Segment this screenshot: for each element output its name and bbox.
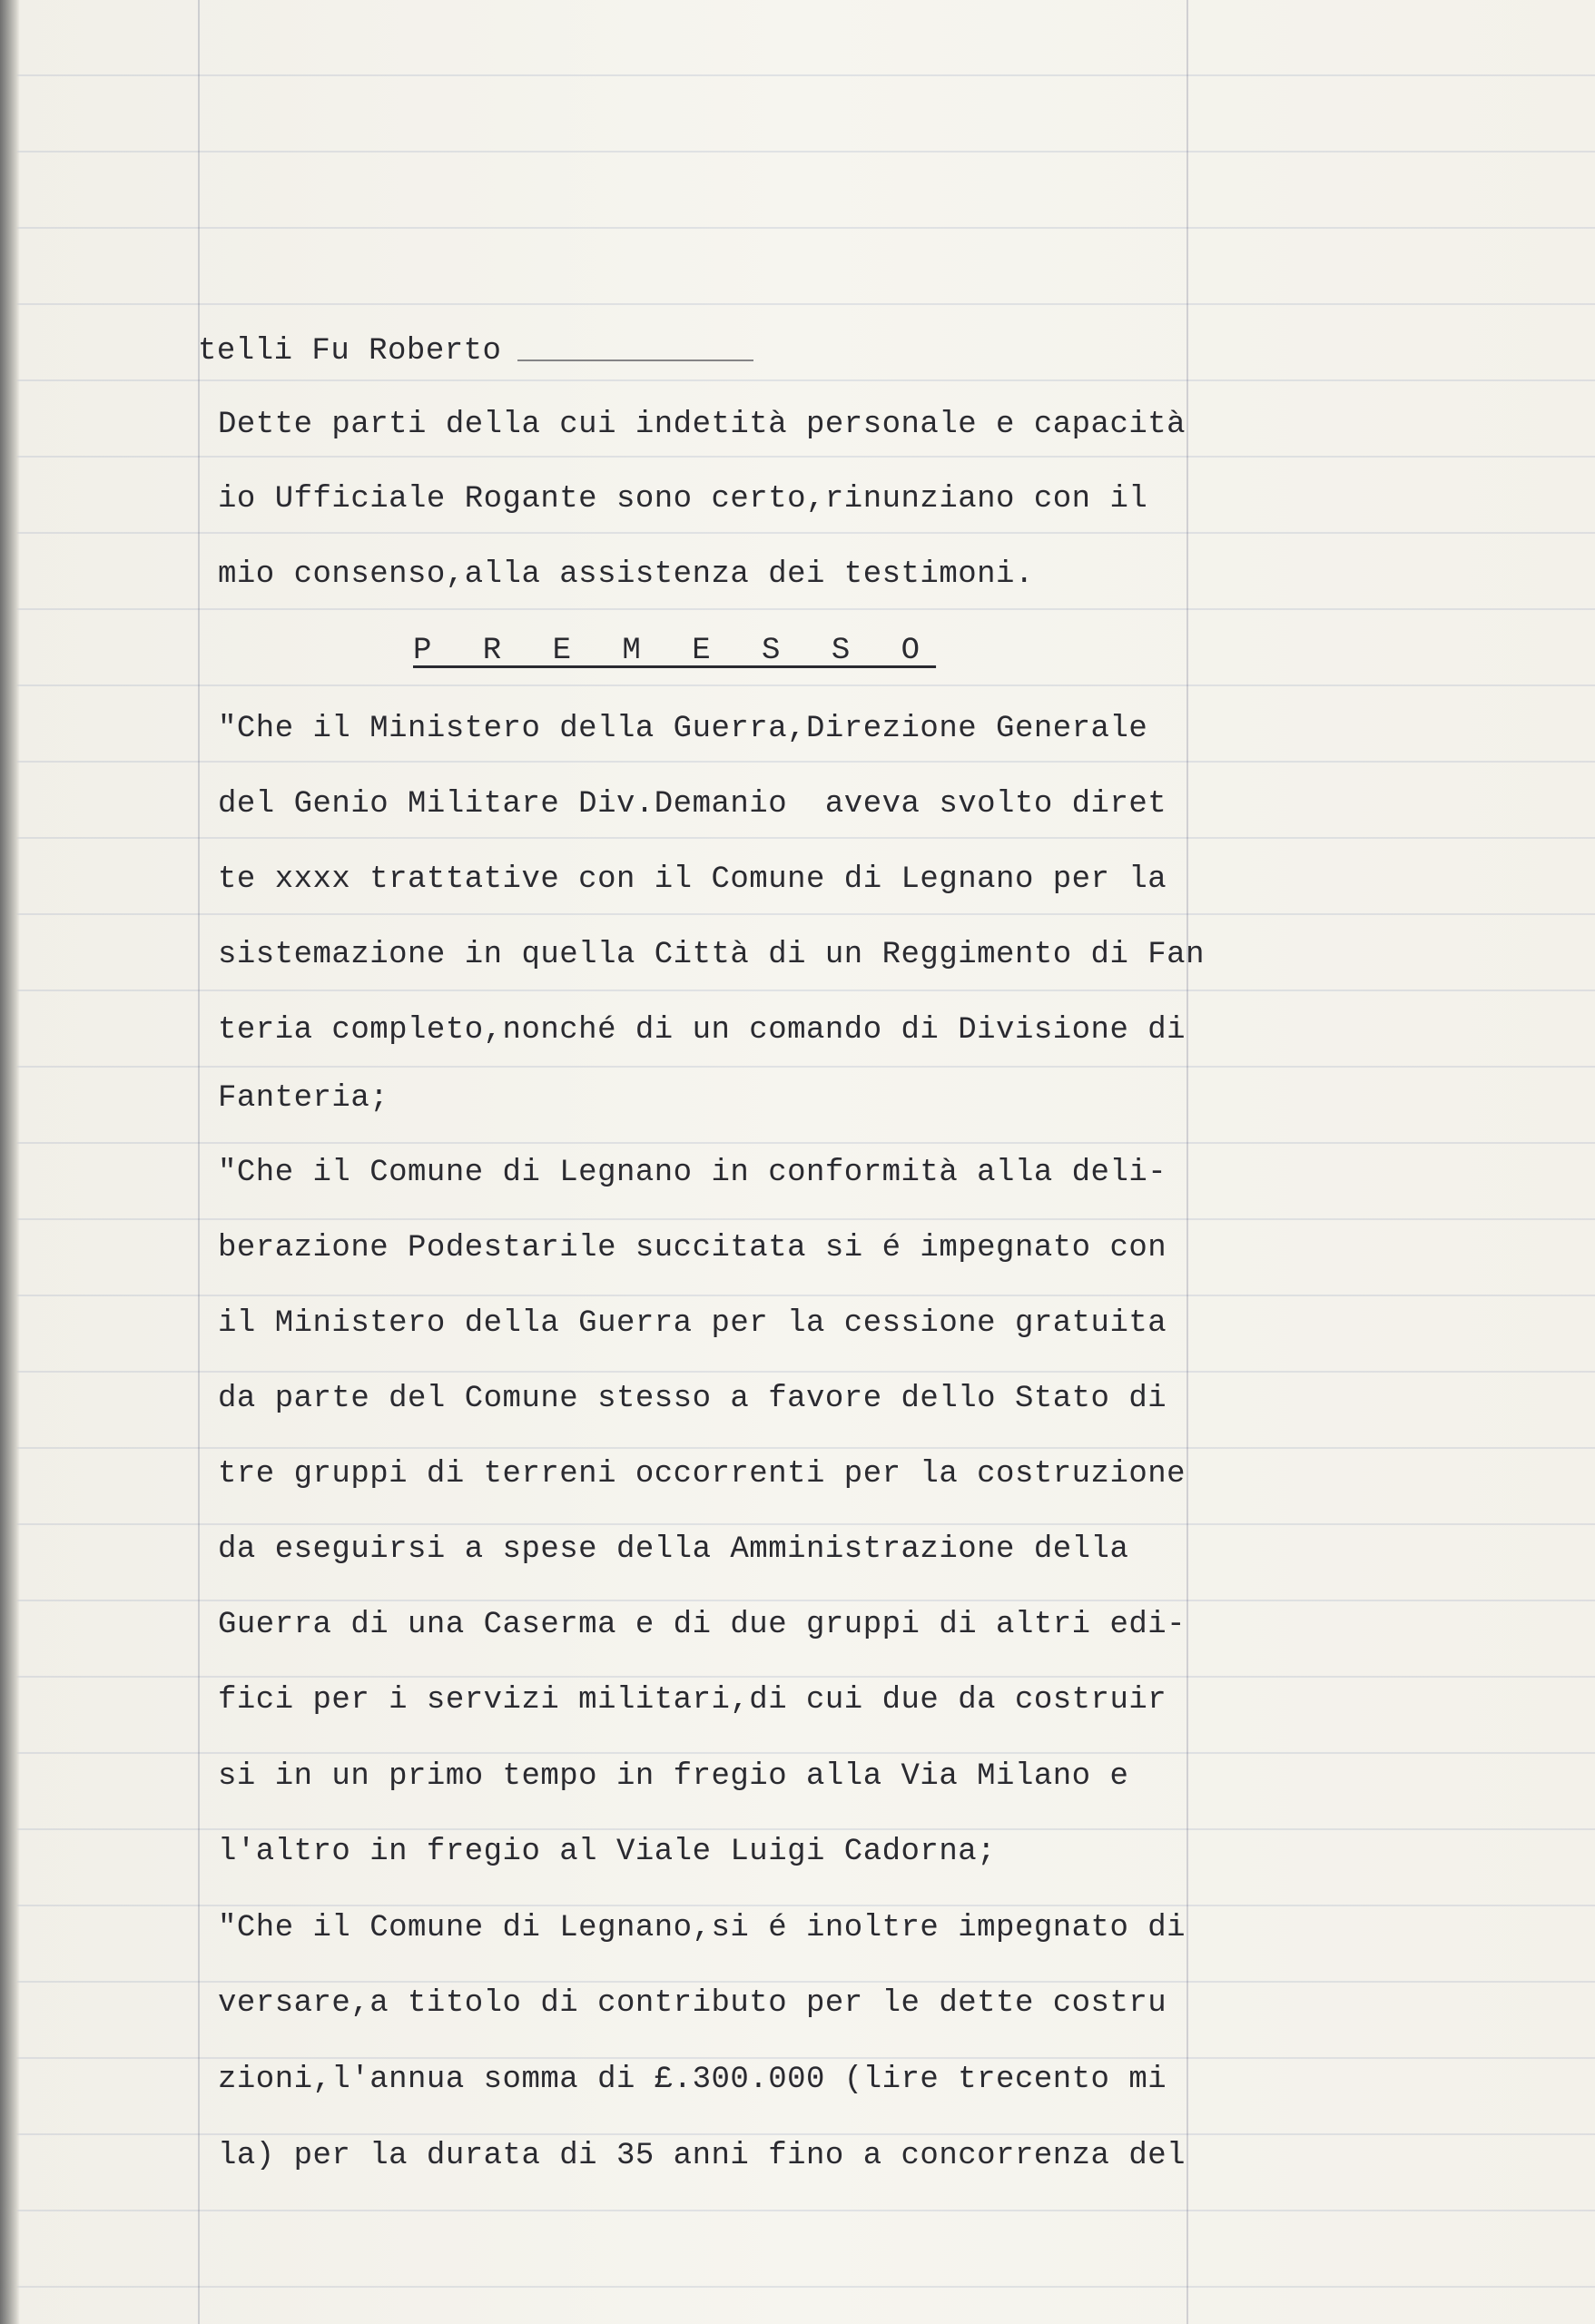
text-line-23: versare,a titolo di contributo per le dette costru <box>218 1986 1167 2021</box>
text-line-3: io Ufficiale Rogante sono certo,rinunziano con il <box>218 482 1148 517</box>
text-line-14: il Ministero della Guerra per la cessione gratuita <box>218 1306 1167 1341</box>
text-line-18: Guerra di una Caserma e di due gruppi di altri edi- <box>218 1608 1186 1642</box>
text-line-19: fici per i servizi militari,di cui due da costruir <box>218 1683 1167 1718</box>
text-line-12: "Che il Comune di Legnano in conformità alla deli- <box>218 1156 1167 1190</box>
text-line-21: l'altro in fregio al Viale Luigi Cadorna; <box>218 1835 997 1869</box>
text-line-2: Dette parti della cui indetità personale e capacità <box>218 408 1186 442</box>
binding-edge <box>0 0 20 2324</box>
text-line-9: sistemazione in quella Città di un Reggimento di Fan <box>218 938 1205 972</box>
text-line-4: mio consenso,alla assistenza dei testimoni. <box>218 557 1034 592</box>
text-line-8: te xxxx trattative con il Comune di Legnano per la <box>218 862 1167 897</box>
text-line-16: tre gruppi di terreni occorrenti per la costruzione <box>218 1457 1186 1492</box>
text-line-6: "Che il Ministero della Guerra,Direzione Generale <box>218 712 1148 746</box>
text-line-1: telli Fu Roberto <box>198 334 502 369</box>
text-line-17: da eseguirsi a spese della Amministrazione della <box>218 1532 1129 1567</box>
section-heading-premesso: P R E M E S S O <box>413 634 937 668</box>
text-line-15: da parte del Comune stesso a favore dello Stato di <box>218 1382 1167 1416</box>
text-line-25: la) per la durata di 35 anni fino a concorrenza del <box>218 2139 1186 2173</box>
text-line-22: "Che il Comune di Legnano,si é inoltre impegnato di <box>218 1911 1186 1945</box>
text-line-11: Fanteria; <box>218 1081 389 1116</box>
text-line-13: berazione Podestarile succitata si é impegnato con <box>218 1231 1167 1265</box>
text-line-10: teria completo,nonché di un comando di Divisione di <box>218 1013 1186 1048</box>
text-line-24: zioni,l'annua somma di £.300.000 (lire trecento mi <box>218 2063 1167 2097</box>
text-line-20: si in un primo tempo in fregio alla Via Milano e <box>218 1759 1129 1794</box>
line-filler-dash <box>517 359 753 361</box>
text-line-7: del Genio Militare Div.Demanio aveva svolto diret <box>218 787 1167 822</box>
